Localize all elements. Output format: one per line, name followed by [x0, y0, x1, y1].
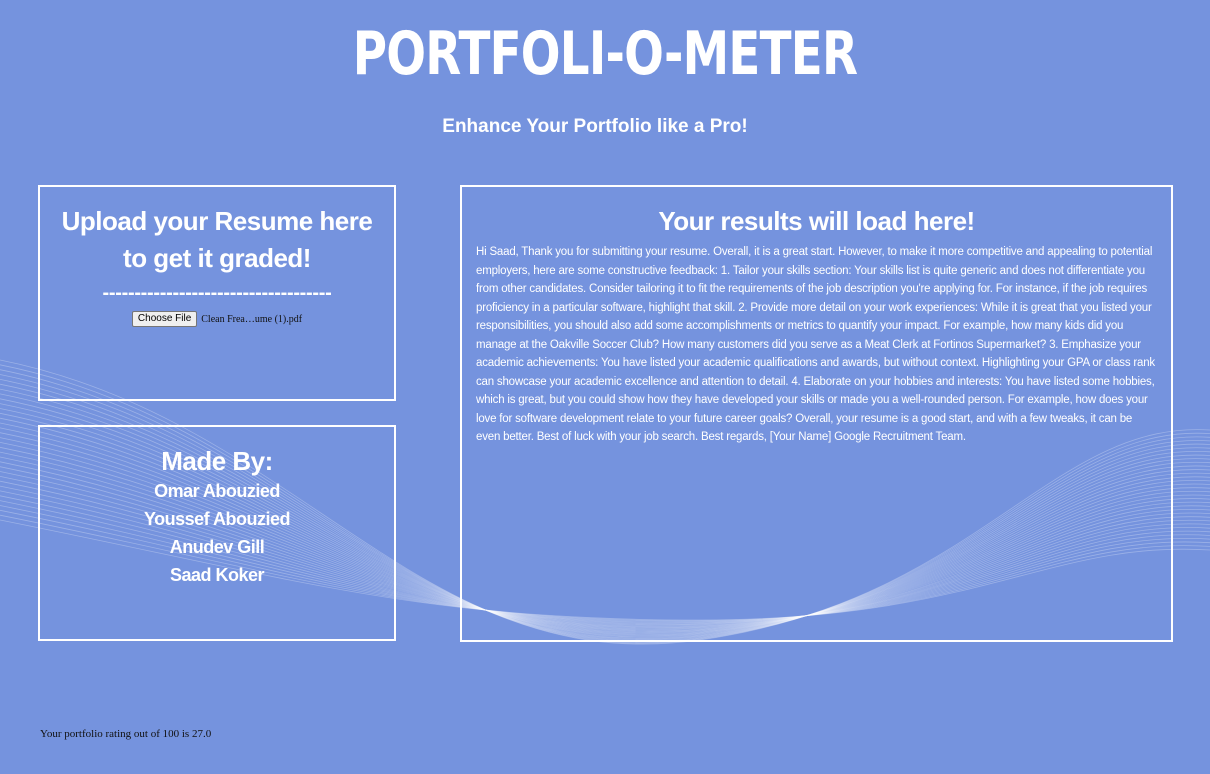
upload-divider: ------------------------------------ [102, 283, 332, 303]
upload-panel [38, 185, 396, 401]
author-name: Anudev Gill [169, 537, 265, 557]
author-name: Youssef Abouzied [143, 509, 290, 529]
file-input[interactable] [40, 311, 394, 327]
choose-file-button[interactable]: Choose File [132, 311, 197, 327]
page-subtitle: Enhance Your Portfolio like a Pro! [442, 116, 748, 137]
results-feedback-text: Hi Saad, Thank you for submitting your resume. Overall, it is a great start. However, to make it more competitive and appealing to potential employers, here are some constructive feedback: 1. Tailor your skills section: Your skills list is quite generic and does not differentiate you from other candidates. Consider tailoring it to fit the requirements of the job description you're applying for. For instance, if the job requires proficiency in a particular software, highlight that skill. 2. Provide more detail on your work experiences: While it is great that you listed your responsibilities, you should also add some accomplishments or metrics to quantify your impact. For example, how many kids did you manage at the Oakville Soccer Club? How many customers did you serve as a Meat Clerk at Fortinos Supermarket? 3. Emphasize your academic achievements: You have listed your academic qualifications and awards, but without context. Highlighting your GPA or class rank can showcase your academic excellence and attention to detail. 4. Elaborate on your hobbies and interests: You have listed some hobbies, which is great, but you could show how they have developed your skills or made you a well-rounded person. For example, how does your love for software development relate to your future career goals? Overall, your resume is a good start, and with a few tweaks, it can be even better. Best of luck with your job search. Best regards, [Your Name] Google Recruitment Team. [476, 246, 1155, 443]
credits-heading: Made By: [161, 446, 273, 476]
selected-file-name: Clean Frea…ume (1).pdf [201, 313, 303, 325]
results-panel [460, 185, 1173, 642]
credits-panel [38, 425, 396, 641]
author-name: Omar Abouzied [154, 481, 280, 501]
upload-heading: Upload your Resume here to get it graded! [61, 206, 373, 273]
results-heading: Your results will load here! [658, 206, 975, 236]
author-name: Saad Koker [169, 565, 265, 585]
page-title: PORTFOLI-O-METER [352, 19, 858, 89]
portfolio-rating: Your portfolio rating out of 100 is 27.0 [40, 728, 212, 740]
